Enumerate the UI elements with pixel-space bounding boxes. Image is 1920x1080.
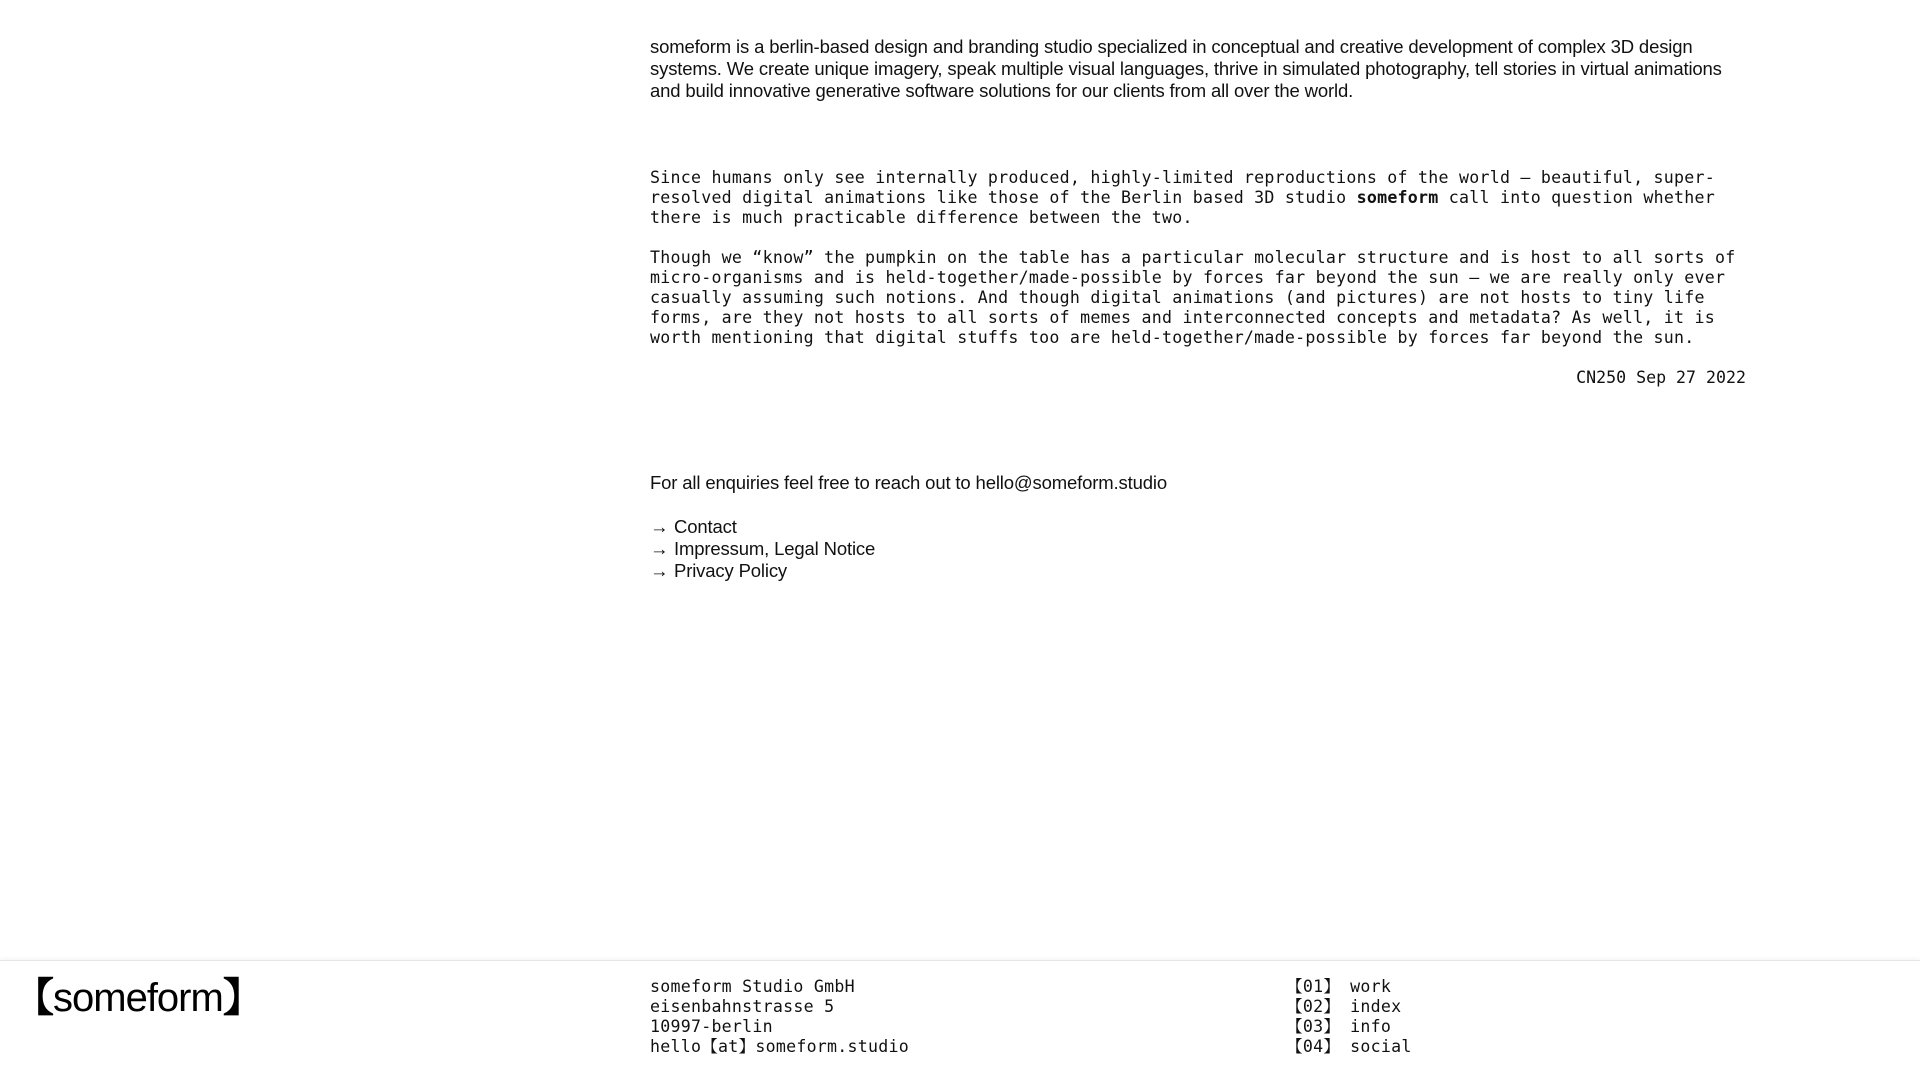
studio-address [650, 977, 909, 1057]
privacy-policy-link-label: Privacy Policy [674, 560, 788, 581]
someform-logo[interactable] [14, 975, 262, 1021]
address-city: 10997-berlin [650, 1017, 773, 1036]
main-content [650, 36, 1746, 582]
nav-item-number: 【03】 [1286, 1017, 1341, 1036]
article-paragraph-1 [650, 168, 1746, 228]
enquiry-text: For all enquiries feel free to reach out to hello@someform.studio [650, 472, 1168, 493]
nav-item-social[interactable] [1286, 1037, 1412, 1057]
arrow-right-icon: → [650, 560, 669, 581]
privacy-policy-link[interactable] [650, 560, 1746, 582]
arrow-right-icon: → [650, 516, 669, 537]
nav-item-label: social [1350, 1037, 1412, 1056]
nav-item-label: index [1350, 997, 1402, 1016]
contact-link[interactable] [650, 516, 1746, 538]
impressum-link[interactable] [650, 538, 1746, 560]
nav-item-number: 【04】 [1286, 1037, 1341, 1056]
address-street: eisenbahnstrasse 5 [650, 997, 835, 1016]
impressum-link-label: Impressum, Legal Notice [674, 538, 876, 559]
footer [0, 960, 1920, 1080]
article [650, 168, 1746, 348]
logo-close-bracket: 】 [222, 976, 262, 1020]
nav-item-label: info [1350, 1017, 1392, 1036]
nav-item-label: work [1350, 977, 1392, 996]
nav-item-number: 【02】 [1286, 997, 1341, 1016]
contact-links [650, 516, 1746, 582]
arrow-right-icon: → [650, 538, 669, 559]
article-p1-end: call into question whether there is much practicable difference between the two. [650, 188, 1716, 227]
footer-nav [1286, 977, 1412, 1057]
logo-wordmark: someform [53, 976, 223, 1020]
nav-item-index[interactable] [1286, 997, 1412, 1017]
nav-item-info[interactable] [1286, 1017, 1412, 1037]
address-company: someform Studio GmbH [650, 977, 855, 996]
nav-item-number: 【01】 [1286, 977, 1341, 996]
contact-link-label: Contact [674, 516, 737, 537]
article-p1-studio-name: someform [1356, 188, 1439, 207]
article-dateline: CN250 Sep 27 2022 [1576, 368, 1746, 387]
logo-open-bracket: 【 [14, 976, 53, 1020]
nav-item-work[interactable] [1286, 977, 1412, 997]
article-paragraph-2: Though we “know” the pumpkin on the table has a particular molecular structure and is host to all sorts of micro-organisms and is held-together/made-possible by forces far beyond the sun — we are really only ever casually assuming such notions. And though digital animations (and pictures) are not hosts to tiny life forms, are they not hosts to all sorts of memes and interconnected concepts and metadata? As well, it is worth mentioning that digital stuffs too are held-together/made-possible by forces far beyond the sun. [650, 248, 1736, 347]
studio-intro: someform is a berlin-based design and branding studio specialized in conceptual and creative development of complex 3D design systems. We create unique imagery, speak multiple visual languages, thrive in simulated photography, tell stories in virtual animations and build innovative generative software solutions for our clients from all over the world. [650, 36, 1722, 101]
address-email: hello【at】someform.studio [650, 1037, 909, 1056]
article-p1-start: Since humans only see internally produced, highly-limited reproductions of the world — beautiful, super-resolved digital animations like those of the Berlin based 3D studio [650, 168, 1715, 207]
